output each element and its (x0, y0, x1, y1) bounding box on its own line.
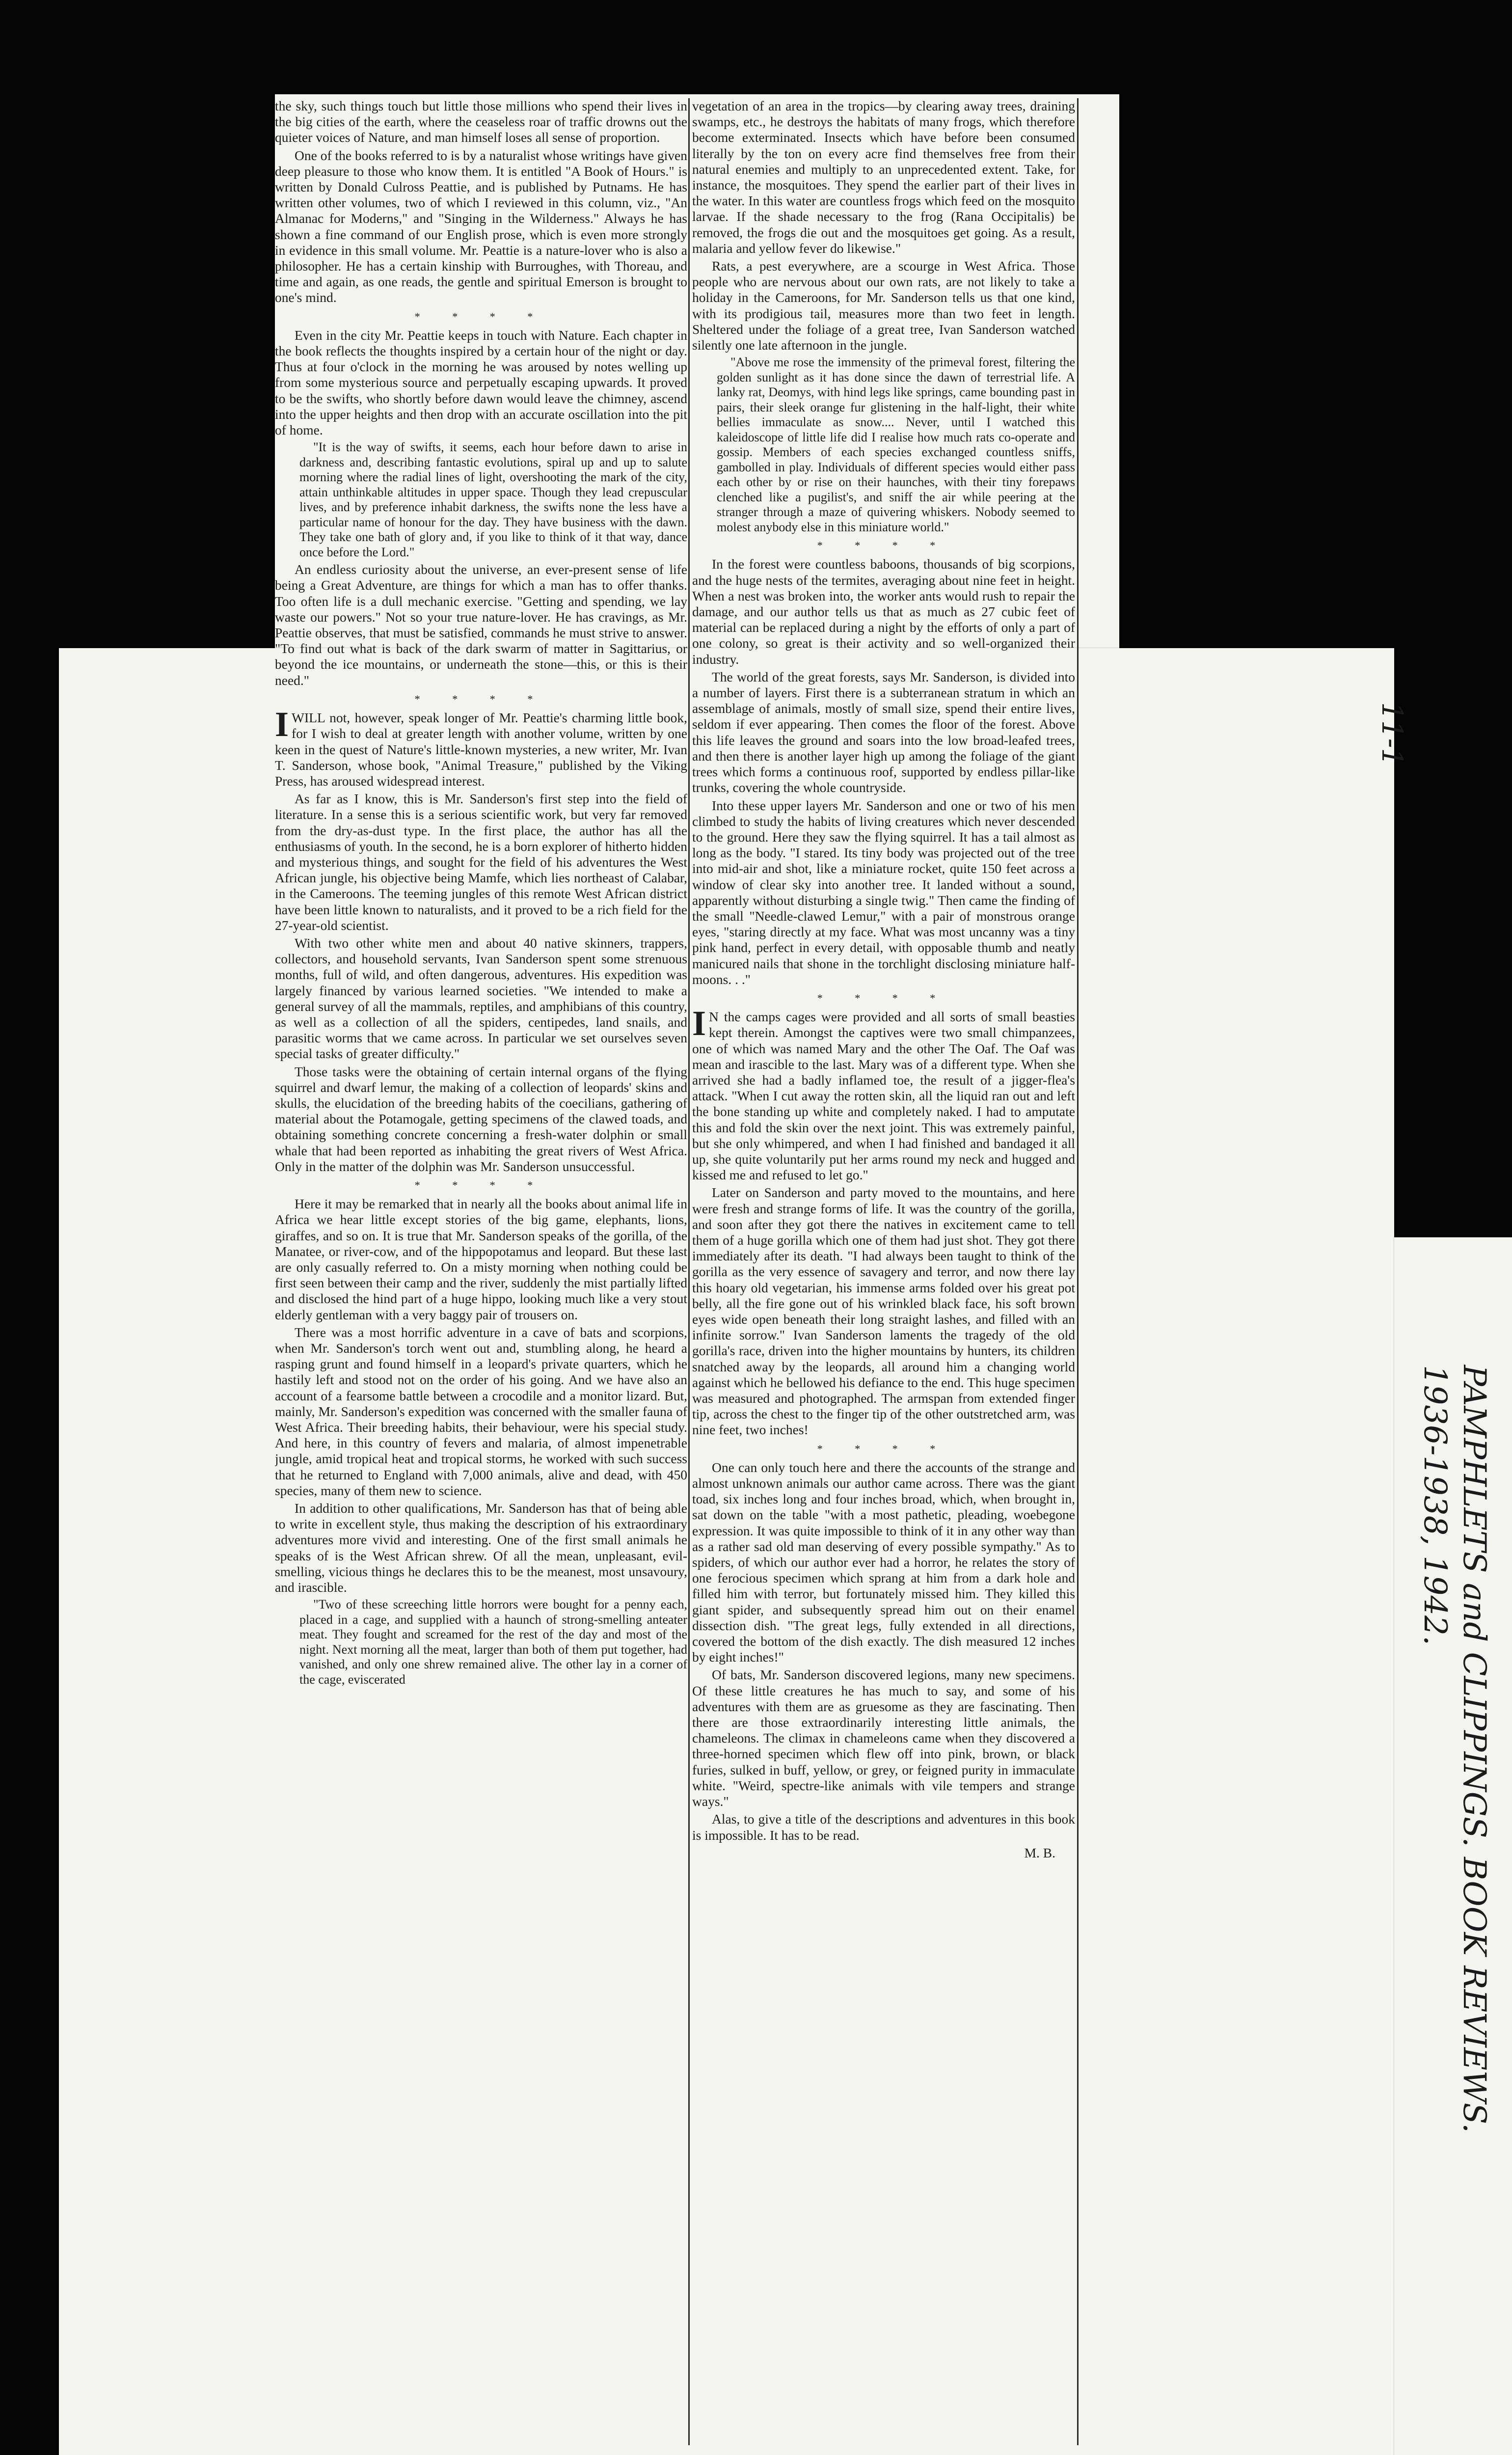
drop-cap: I (692, 1004, 706, 1043)
paragraph: Into these upper layers Mr. Sanderson and one or two of his men climbed to study the habits of living creatures which never descended to the ground. Here they saw the flying squirrel. It has a tail almost as long as the body. "I stared. Its tiny body was projected out of the tree into mid-air and shot, like a miniature rocket, quite 150 feet across a window of clear sky into another tree. It landed without a sound, apparently without disturbing a single twig." Then came the finding of the small "Needle-clawed Lemur," with a pair of monstrous orange eyes, "staring directly at my face. What was most uncanny was a tiny pink hand, perfect in every detail, with opposable thumb and neatly manicured nails that shone in the torchlight disclosing miniature half-moons. . ." (692, 797, 1075, 987)
paragraph: One of the books referred to is by a naturalist whose writings have given deep pleasure to those who know them. It is entitled "A Book of Hours." is written by Donald Culross Peattie, and is published by Putnams. He has written other volumes, two of which I reviewed in this column, viz., "An Almanac for Moderns," and "Singing in the Wilderness." Always he has shown a fine command of our English prose, which is even more strongly in evidence in this small volume. Mr. Peattie is a nature-lover who is also a philosopher. He has a certain kinship with Burroughes, with Thoreau, and time and again, as one reads, the gentle and spiritual Emerson is brought to one's mind. (275, 147, 687, 305)
section-separator: * * * * (414, 1178, 548, 1191)
block-quote: "Above me rose the immensity of the primeval forest, filtering the golden sunlight as it has done since the dawn of terrestrial life. A lanky rat, Deomys, with hind legs like springs, came bounding past in pairs, their sleek orange fur glistening in the half-light, their white bellies immaculate as snow.... Never, until I watched this kaleidoscope of little life did I realise how much rats co-operate and gossip. Members of each species exchanged countless sniffs, gambolled in play. Individuals of different species would either pass each other by or rise on their haunches, with their tiny forepaws clenched like a pugilist's, and sniff the air while peering at the stranger through a maze of quivering whiskers. Nobody seemed to molest anybody else in this miniature world." (717, 355, 1075, 534)
section-separator: * * * * (414, 692, 548, 705)
paragraph: As far as I know, this is Mr. Sanderson's first step into the field of literature. In a sense this is a serious scientific work, but very far removed from the dry-as-dust type. In the first place, the author has all the enthusiasms of youth. In the second, he is a born explorer of hitherto hidden and mysterious things, and sought for the field of his adventures the West African jungle, his objective being Mamfe, which lies northeast of Calabar, in the Cameroons. The teeming jungles of this remote West African district have been little known to naturalists, and it proved to be a rich field for the 27-year-old scientist. (275, 791, 687, 933)
column-rule (1077, 98, 1079, 2445)
paragraph: One can only touch here and there the accounts of the strange and almost unknown animals our author came across. There was the giant toad, six inches long and four inches broad, which, when brought in, sat down on the table "with a most pathetic, pleading, woebegone expression. It was quite impossible to think of it in any other way than as a rather sad old man deserving of every possible sympathy." As to spiders, of which our author ever had a horror, he relates the story of one ferocious specimen which sprang at him from a dark hole and filled him with terror, but fortunately missed him. They killed this giant spider, and subsequently spread him out on their enamel dissection dish. "The great legs, fully extended in all directions, covered the bottom of the dish exactly. The dish measured 12 inches by eight inches!" (692, 1459, 1075, 1665)
paragraph: Of bats, Mr. Sanderson discovered legions, many new specimens. Of these little creatures he has much to say, and some of his adventures with them are as gruesome as they are fascinating. Then there are those extraordinarily interesting little animals, the chameleons. The climax in chameleons came when they discovered a three-horned specimen which flew off into pink, brown, or black furies, sulked in buff, yellow, or grey, or feigned purity in immaculate white. "Weird, spectre-like animals with vile tempers and strange ways." (692, 1667, 1075, 1809)
paragraph: Here it may be remarked that in nearly all the books about animal life in Africa we hear little except stories of the big game, elephants, lions, giraffes, and so on. It is true that Mr. Sanderson speaks of the gorilla, of the Manatee, or river-cow, and of the hippopotamus and leopard. But these last are only casually referred to. On a misty morning when nothing could be first seen between their camp and the river, suddenly the mist partially lifted and disclosed the hind part of a huge hippo, looking much like a very stout elderly gentleman with a very baggy pair of trousers on. (275, 1196, 687, 1322)
left-column (275, 98, 687, 2445)
paragraph: Alas, to give a title of the descriptions and adventures in this book is impossible. It has to be read. (692, 1811, 1075, 1843)
drop-cap: I (275, 705, 289, 744)
paragraph: Later on Sanderson and party moved to the mountains, and here were fresh and strange forms of life. It was the country of the gorilla, and soon after they got there the natives in excitement came to tell them of a huge gorilla which one of them had just shot. They got there immediately after its death. "I had always been taught to think of the gorilla as the very essence of savagery and terror, and now there lay this hoary old vegetarian, his immense arms folded over his great pot belly, all the fire gone out of his wrinkled black face, his soft brown eyes wide open beneath their long straight lashes, and filled with an infinite sorrow." Ivan Sanderson laments the tragedy of the old gorilla's race, driven into the higher mountains by hunters, its children snatched away by the leopards, all around him a changing world against which he bellowed his defiance to the end. This huge specimen was measured and photographed. The armspan from extended finger tip, across the chest to the finger tip of the other outstretched arm, was nine feet, two inches! (692, 1185, 1075, 1438)
paragraph-dropcap (275, 705, 687, 789)
paragraph: An endless curiosity about the universe, an ever-present sense of life being a Great Adventure, are things for which a man has to offer thanks. Too often life is a dull mechanic exercise. "Getting and spending, we lay waste our powers." Not so your true nature-lover. He has cravings, as Mr. Peattie observes, that must be satisfied, commands he must strive to answer. "To find out what is back of the dark swarm of matter in Sagittarius, or beyond the ice mountains, or underneath the stone—this, or this is their need." (275, 562, 687, 688)
paragraph: There was a most horrific adventure in a cave of bats and scorpions, when Mr. Sanderson's torch went out and, stumbling along, he heard a rasping grunt and found himself in a leopard's private quarters, which he hastily left and stood not on the order of his going. And we have also an account of a fearsome battle between a crocodile and a monitor lizard. But, mainly, Mr. Sanderson's expedition was concerned with the smaller fauna of West Africa. Their breeding habits, their behaviour, were his special study. And here, in this country of fevers and malaria, of almost impenetrable jungle, amid tropical heat and tropical storms, he worked with such success that he returned to England with 7,000 animals, alive and dead, with 450 species, many of them new to science. (275, 1324, 687, 1498)
paragraph: the sky, such things touch but little those millions who spend their lives in the big cities of the earth, where the ceaseless roar of traffic drowns out the quieter voices of Nature, and man himself loses all sense of proportion. (275, 98, 687, 145)
paragraph: Those tasks were the obtaining of certain internal organs of the flying squirrel and dwarf lemur, the making of a collection of leopards' skins and skulls, the elucidation of the breeding habits of the coecilians, gathering of material about the Potamogale, getting specimens of the clawed toads, and obtaining something concrete concerning a fresh-water dolphin or small whale that had been reported as inhabiting the great rivers of West Africa. Only in the matter of the dolphin was Mr. Sanderson unsuccessful. (275, 1064, 687, 1174)
handwritten-number: 11-1 (1376, 702, 1409, 766)
right-column (692, 98, 1075, 2445)
handwritten-category: PAMPHLETS and CLIPPINGS. BOOK REVIEWS. (1456, 1365, 1492, 2133)
section-separator: * * * * (817, 539, 950, 552)
paragraph: Rats, a pest everywhere, are a scourge in West Africa. Those people who are nervous about our own rats, are not likely to take a holiday in the Cameroons, for Mr. Sanderson tells us that one kind, with its prodigious tail, measures more than two feet in length. Sheltered under the foliage of a great tree, Ivan Sanderson watched silently one late afternoon in the jungle. (692, 258, 1075, 353)
paragraph-text: N the camps cages were provided and all sorts of small beasties kept therein. Amongst the captives were two small chimpanzees, one of which was named Mary and the other The Oaf. The Oaf was mean and irascible to the last. Mary was of a different type. When she arrived she had a badly inflamed toe, the result of a jigger-flea's attack. "When I cut away the rotten skin, all the liquid ran out and left the bone standing up white and completely naked. I had to amputate this and fold the skin over the next joint. This was extremely painful, but she only whimpered, and when I had finished and bandaged it all up, she quite voluntarily put her arms round my neck and hugged and kissed me and refused to let go." (692, 1009, 1075, 1183)
paragraph: With two other white men and about 40 native skinners, trappers, collectors, and household servants, Ivan Sanderson spent some strenuous months, full of wild, and often dangerous, adventures. His expedition was largely financed by various learned societies. "We intended to make a general survey of all the mammals, reptiles, and amphibians of this country, as well as a collection of all the spiders, centipedes, land snails, and parasitic worms that we came across. In particular we set ourselves seven special tasks of greater difficulty." (275, 935, 687, 1062)
author-signature: M. B. (1024, 1845, 1055, 1860)
paragraph: In the forest were countless baboons, thousands of big scorpions, and the huge nests of the termites, averaging about nine feet in height. When a nest was broken into, the worker ants would rush to repair the damage, and our author tells us that as much as 27 cubic feet of material can be replaced during a night by the efforts of only a part of one colony, so great is their activity and so well-organized their industry. (692, 556, 1075, 667)
paragraph: Even in the city Mr. Peattie keeps in touch with Nature. Each chapter in the book reflects the thoughts inspired by a certain hour of the night or day. Thus at four o'clock in the morning he was aroused by notes welling up from some mysterious source and perpetually escaping upwards. It proved to be the swifts, who shortly before dawn would leave the chimney, ascend into the upper heights and then drop with an accurate oscillation into the pit of home. (275, 327, 687, 438)
handwritten-years: 1936-1938, 1942. (1417, 1365, 1453, 1646)
block-quote: "It is the way of swifts, it seems, each hour before dawn to arise in darkness and, describing fantastic evolutions, spiral up and up to salute morning where the radial lines of light, overshooting the mark of the city, attain unthinkable altitudes in upper space. Though they lead crepuscular lives, and by preference inhabit darkness, the swifts none the less have a particular name of honour for the day. They have business with the dawn. They take one bath of glory and, if you like to think of it that way, dance once before the Lord." (299, 440, 687, 559)
section-separator: * * * * (817, 1442, 950, 1455)
paragraph: In addition to other qualifications, Mr. Sanderson has that of being able to write in excellent style, thus making the description of his extraordinary adventures more vivid and interesting. One of the first small animals he speaks of is the West African shrew. Of all the mean, unpleasant, evil-smelling, vicious things he declares this to be the meanest, most unsavoury, and irascible. (275, 1500, 687, 1595)
paragraph: vegetation of an area in the tropics—by clearing away trees, draining swamps, etc., he destroys the habitats of many frogs, which therefore become exterminated. Insects which have before been consumed literally by the ton on every acre find themselves free from their natural enemies and multiply to an unprecedented extent. Take, for instance, the mosquitoes. They spend the earlier part of their lives in the water. In this water are countless frogs which feed on the mosquito larvae. If the shade necessary to the frog (Rana Occipitalis) be removed, the frogs die out and the mosquitoes get going. As a result, malaria and yellow fever do likewise." (692, 98, 1075, 256)
section-separator: * * * * (414, 310, 548, 323)
paragraph-dropcap (692, 1004, 1075, 1183)
block-quote: "Two of these screeching little horrors were bought for a penny each, placed in a cage, and supplied with a haunch of strong-smelling anteater meat. They fought and screamed for the rest of the day and most of the night. Next morning all the meat, larger than both of them put together, had vanished, and only one shrew remained alive. The other lay in a corner of the cage, eviscerated (299, 1597, 687, 1687)
section-separator: * * * * (817, 991, 950, 1004)
column-rule (688, 98, 690, 2445)
index-tab (1394, 1237, 1512, 2455)
paragraph-text: WILL not, however, speak longer of Mr. Peattie's charming little book, for I wish to deal at greater length with another volume, written by one keen in the quest of Nature's little-known mysteries, a new writer, Mr. Ivan T. Sanderson, whose book, "Animal Treasure," published by the Viking Press, has aroused widespread interest. (275, 710, 687, 789)
paragraph: The world of the great forests, says Mr. Sanderson, is divided into a number of layers. First there is a subterranean stratum in which an assemblage of animals, mostly of small size, spend their entire lives, seldom if ever appearing. Then comes the floor of the forest. Above this life leaves the ground and soars into the low broad-leafed trees, and then there is another layer high up among the foliage of the giant trees which forms a continuous roof, supported by endless pillar-like trunks, covering the whole countryside. (692, 669, 1075, 795)
